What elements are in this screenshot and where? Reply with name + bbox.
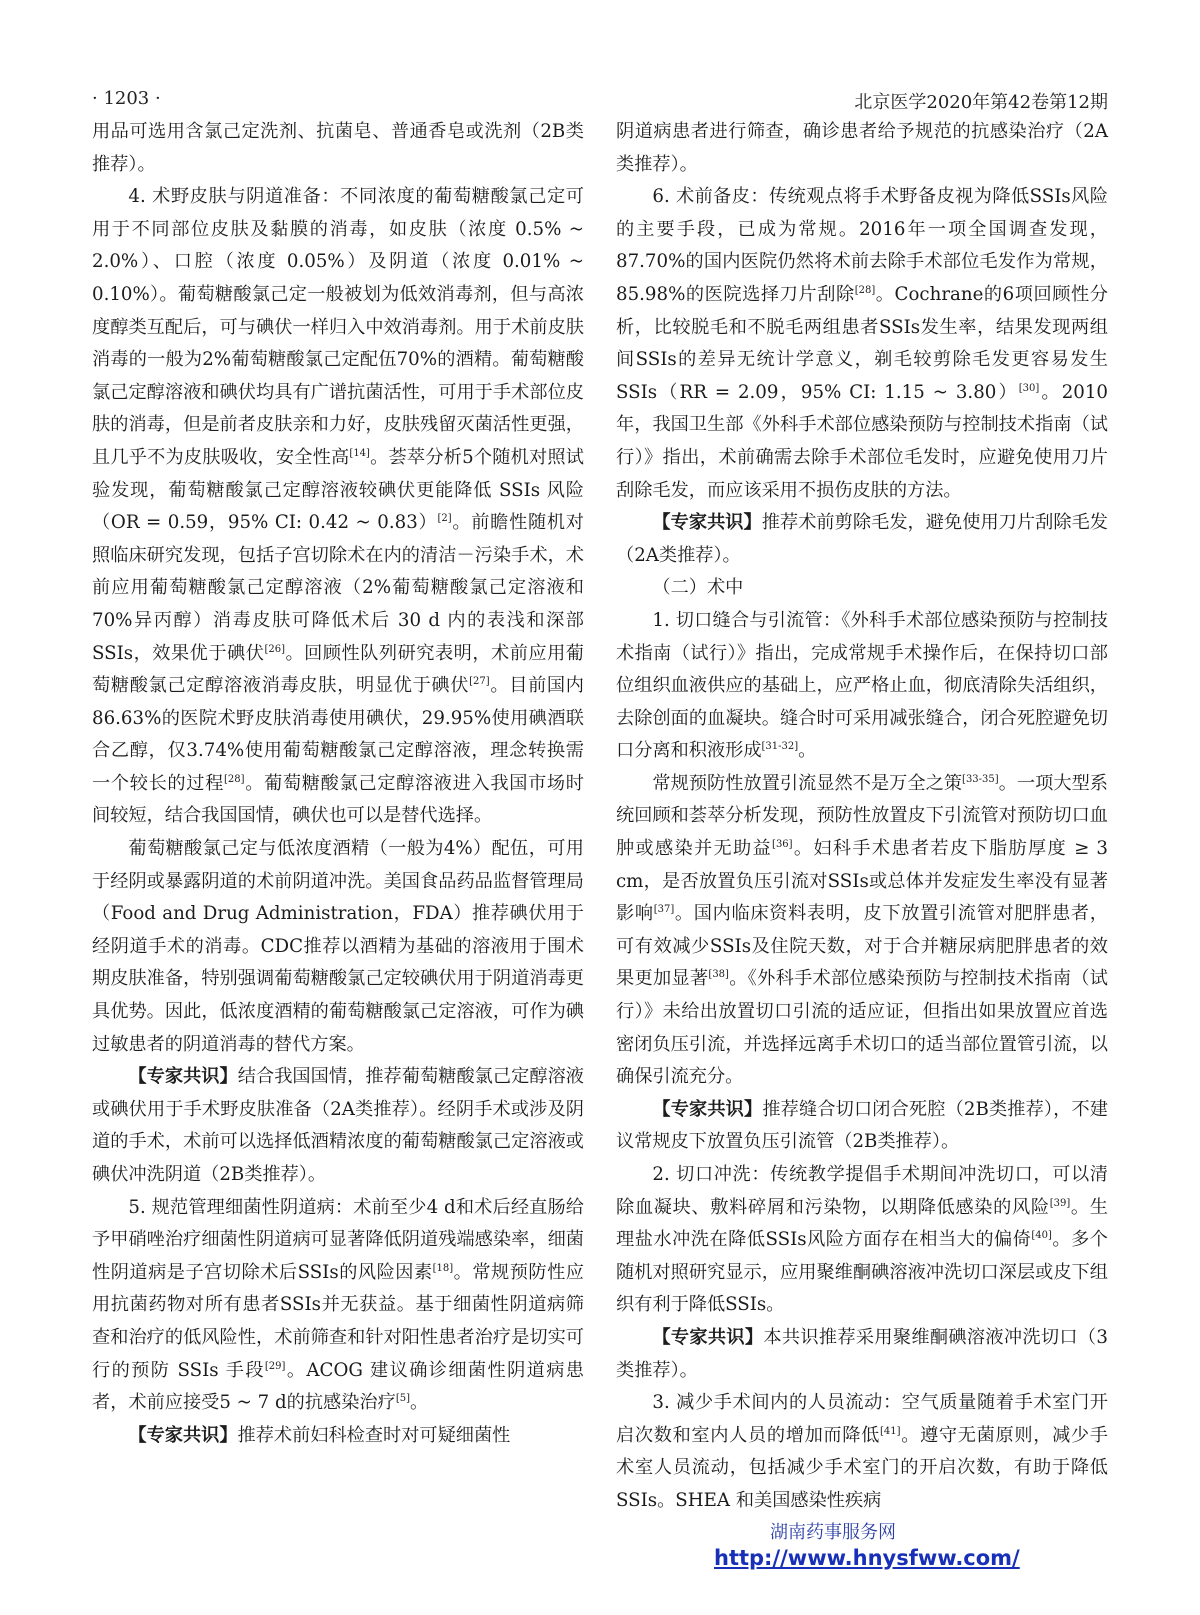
paragraph bbox=[616, 507, 1108, 572]
citation-ref: [18] bbox=[432, 1262, 454, 1274]
watermark-site-name: 湖南药事服务网 bbox=[770, 1522, 896, 1543]
paragraph-text: （二）术中 bbox=[652, 577, 744, 599]
paragraph-text: 。ACOG 建议确诊细菌性阴道病患者，术前应接受5 ~ 7 d的抗感染治疗 bbox=[92, 1359, 584, 1414]
paragraph bbox=[92, 1192, 584, 1420]
citation-ref: [38] bbox=[708, 969, 729, 981]
paragraph-text: 推荐缝合切口闭合死腔（2B类推荐），不建议常规皮下放置负压引流管（2B类推荐）。 bbox=[616, 1098, 1108, 1153]
paragraph-text: 。2010年，我国卫生部《外科手术部位感染预防与控制技术指南（试行）》指出，术前确需去除手术部位毛发时，应避免使用刀片刮除毛发，而应该采用不损伤皮肤的方法。 bbox=[616, 381, 1109, 501]
running-header bbox=[92, 88, 1108, 118]
citation-ref: [28] bbox=[224, 773, 245, 785]
page-number: · 1203 · bbox=[92, 88, 161, 109]
paragraph bbox=[616, 181, 1108, 507]
paragraph-text: 。荟萃分析5个随机对照试验发现，葡萄糖酸氯己定醇溶液较碘伏更能降低 SSIs 风险（OR = 0.59，95% CI: 0.42 ~ 0.83） bbox=[92, 446, 584, 534]
paragraph-text: 。生理盐水冲洗在降低SSIs风险方面存在相当大的偏倚 bbox=[616, 1196, 1108, 1251]
paragraph-text: 6. 术前备皮：传统观点将手术野备皮视为降低SSIs风险的主要手段，已成为常规。2016年一项全国调查发现，87.70%的国内医院仍然将术前去除手术部位毛发作为常规，85.98%的医院选择刀片刮除 bbox=[616, 186, 1108, 305]
citation-ref: [36] bbox=[772, 839, 793, 850]
paragraph bbox=[92, 181, 584, 833]
paragraph bbox=[92, 116, 584, 181]
paragraph bbox=[616, 605, 1108, 768]
paragraph bbox=[616, 768, 1108, 1094]
paragraph-text: 4. 术野皮肤与阴道准备：不同浓度的葡萄糖酸氯己定可用于不同部位皮肤及黏膜的消毒，如皮肤（浓度 0.5% ~ 2.0%）、口腔（浓度 0.05%）及阴道（浓度 0.01% ~ 0.10%）。葡萄糖酸氯己定一般被划为低效消毒剂，但与高浓度醇类互配后，可与碘伏一样归入中效消毒剂。用于术前皮肤消毒的一般为2%葡萄糖酸氯己定配伍70%的酒精。葡萄糖酸氯己定醇溶液和碘伏均具有广谱抗菌活性，可用于手术部位皮肤的消毒，但是前者皮肤亲和力好，皮肤残留灭菌活性更强，且几乎不为皮肤吸收，安全性高 bbox=[92, 186, 584, 468]
paragraph bbox=[616, 572, 1108, 605]
paragraph bbox=[616, 1094, 1108, 1159]
citation-ref: [30] bbox=[1018, 382, 1040, 394]
citation-ref: [33-35] bbox=[962, 773, 999, 785]
paragraph bbox=[616, 1387, 1108, 1517]
consensus-label: 【专家共识】 bbox=[652, 1326, 764, 1348]
citation-ref: [27] bbox=[469, 676, 490, 688]
paragraph-text: 2. 切口冲洗：传统教学提倡手术期间冲洗切口，可以清除血凝块、敷料碎屑和污染物，以期降低感染的风险 bbox=[616, 1164, 1108, 1218]
paragraph-text: 。遵守无菌原则，减少手术室人员流动，包括减少手术室门的开启次数，有助于降低SSIs。SHEA 和美国感染性疾病 bbox=[616, 1424, 1108, 1511]
citation-ref: [39] bbox=[1049, 1197, 1071, 1209]
paragraph bbox=[92, 1420, 584, 1453]
paragraph-text: 。一项大型系统回顾和荟萃分析发现，预防性放置皮下引流管对预防切口血肿或感染并无助益 bbox=[616, 772, 1108, 860]
citation-ref: [26] bbox=[264, 643, 285, 655]
paragraph-text: 。妇科手术患者若皮下脂肪厚度 ≥ 3 cm，是否放置负压引流对SSIs或总体并发症发生率没有显著影响 bbox=[616, 838, 1108, 925]
paragraph-text: 。回顾性队列研究表明，术前应用葡萄糖酸氯己定醇溶液消毒皮肤，明显优于碘伏 bbox=[92, 642, 584, 697]
paragraph-text: 。多个随机对照研究显示，应用聚维酮碘溶液冲洗切口深层或皮下组织有利于降低SSIs。 bbox=[616, 1229, 1108, 1316]
paragraph bbox=[92, 1061, 584, 1191]
paragraph bbox=[616, 116, 1108, 181]
consensus-label: 【专家共识】 bbox=[652, 512, 762, 534]
paragraph bbox=[616, 1322, 1108, 1387]
paragraph-text: 用品可选用含氯己定洗剂、抗菌皂、普通香皂或洗剂（2B类推荐）。 bbox=[92, 121, 584, 175]
paragraph-text: 。Cochrane的6项回顾性分析，比较脱毛和不脱毛两组患者SSIs发生率，结果发现两组间SSIs的差异无统计学意义，剃毛较剪除毛发更容易发生SSIs（RR = 2.09，95% CI: 1.15 ~ 3.80） bbox=[616, 283, 1108, 403]
paragraph-text: 推荐术前妇科检查时对可疑细菌性 bbox=[237, 1424, 511, 1446]
paragraph-text: 推荐术前剪除毛发，避免使用刀片刮除毛发（2A类推荐）。 bbox=[616, 512, 1108, 566]
paragraph-text: 。前瞻性随机对照临床研究发现，包括子宫切除术在内的清洁－污染手术，术前应用葡萄糖酸氯己定醇溶液（2%葡萄糖酸氯己定溶液和70%异丙醇）消毒皮肤可降低术后 30 d 内的表浅和深部 SSIs，效果优于碘伏 bbox=[92, 512, 584, 664]
citation-ref: [14] bbox=[349, 447, 370, 459]
citation-ref: [41] bbox=[880, 1425, 901, 1437]
paragraph-text: 本共识推荐采用聚维酮碘溶液冲洗切口（3类推荐）。 bbox=[616, 1326, 1108, 1381]
paragraph-text: 阴道病患者进行筛查，确诊患者给予规范的抗感染治疗（2A类推荐）。 bbox=[616, 121, 1108, 175]
paragraph-text: 1. 切口缝合与引流管：《外科手术部位感染预防与控制技术指南（试行）》指出，完成常规手术操作后，在保持切口部位组织血液供应的基础上，应严格止血，彻底清除失活组织，去除创面的血凝块。缝合时可采用减张缝合，闭合死腔避免切口分离和积液形成 bbox=[616, 609, 1108, 762]
paragraph-text: 。《外科手术部位感染预防与控制技术指南（试行）》未给出放置切口引流的适应证，但指出如果放置应首选密闭负压引流，并选择远离手术切口的适当部位置管引流，以确保引流充分。 bbox=[616, 968, 1108, 1088]
citation-ref: [37] bbox=[653, 904, 675, 916]
paragraph-text: 结合我国国情，推荐葡萄糖酸氯己定醇溶液或碘伏用于手术野皮肤准备（2A类推荐）。经阴手术或涉及阴道的手术，术前可以选择低酒精浓度的葡萄糖酸氯己定溶液或碘伏冲洗阴道（2B类推荐）。 bbox=[92, 1066, 584, 1185]
paragraph-text: 。 bbox=[409, 1392, 429, 1414]
consensus-label: 【专家共识】 bbox=[652, 1098, 763, 1120]
citation-ref: [2] bbox=[437, 513, 452, 525]
paragraph bbox=[616, 1159, 1108, 1322]
journal-issue: 北京医学2020年第42卷第12期 bbox=[854, 92, 1108, 113]
citation-ref: [31-32] bbox=[761, 741, 799, 753]
consensus-label: 【专家共识】 bbox=[128, 1066, 238, 1088]
paragraph-text: 5. 规范管理细菌性阴道病：术前至少4 d和术后经直肠给予甲硝唑治疗细菌性阴道病可显著降低阴道残端感染率，细菌性阴道病是子宫切除术后SSIs的风险因素 bbox=[92, 1196, 584, 1283]
paragraph-text: 。目前国内86.63%的医院术野皮肤消毒使用碘伏，29.95%使用碘酒联合乙醇，仅3.74%使用葡萄糖酸氯己定醇溶液，理念转换需一个较长的过程 bbox=[92, 675, 584, 794]
citation-ref: [5] bbox=[395, 1393, 410, 1405]
watermark-url-link[interactable]: http://www.hnysfww.com/ bbox=[714, 1546, 1020, 1570]
paragraph-text: 。 bbox=[798, 740, 817, 762]
citation-ref: [40] bbox=[1031, 1230, 1052, 1242]
paragraph-text: 常规预防性放置引流显然不是万全之策 bbox=[652, 772, 963, 794]
citation-ref: [28] bbox=[854, 284, 876, 296]
citation-ref: [29] bbox=[264, 1360, 286, 1372]
paragraph-text: 3. 减少手术间内的人员流动：空气质量随着手术室门开启次数和室内人员的增加而降低 bbox=[616, 1392, 1108, 1446]
paragraph-text: 。国内临床资料表明，皮下放置引流管对肥胖患者，可有效减少SSIs及住院天数，对于合并糖尿病肥胖患者的效果更加显著 bbox=[616, 903, 1108, 990]
paragraph-text: 。葡萄糖酸氯己定醇溶液进入我国市场时间较短，结合我国国情，碘伏也可以是替代选择。 bbox=[92, 772, 584, 827]
left-column bbox=[92, 116, 584, 1452]
consensus-label: 【专家共识】 bbox=[128, 1424, 238, 1446]
paragraph-text: 葡萄糖酸氯己定与低浓度酒精（一般为4%）配伍，可用于经阴或暴露阴道的术前阴道冲洗。美国食品药品监督管理局（Food and Drug Administration，FDA）推荐碘伏用于经阴道手术的消毒。CDC推荐以酒精为基础的溶液用于围术期皮肤准备，特别强调葡萄糖酸氯己定较碘伏用于阴道消毒更具优势。因此，低浓度酒精的葡萄糖酸氯己定溶液，可作为碘过敏患者的阴道消毒的替代方案。 bbox=[92, 838, 584, 1055]
paragraph bbox=[92, 833, 584, 1061]
paragraph-text: 。常规预防性应用抗菌药物对所有患者SSIs并无获益。基于细菌性阴道病筛查和治疗的低风险性，术前筛查和针对阳性患者治疗是切实可行的预防 SSIs 手段 bbox=[92, 1261, 584, 1381]
right-column bbox=[616, 116, 1108, 1518]
